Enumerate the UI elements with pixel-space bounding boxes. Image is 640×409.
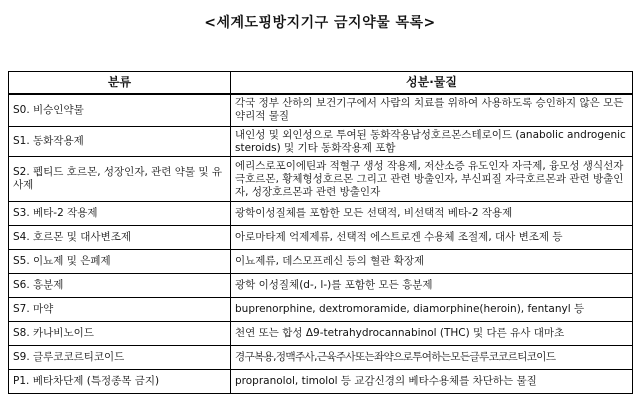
table-row [9, 370, 633, 394]
row-description: 내인성 및 외인성으로 투여된 동화작용남성호르몬스테로이드 (anabolic androgenic steroids) 및 기타 동화작용제 포함 [231, 127, 633, 157]
row-category: S1. 동화작용제 [9, 127, 231, 157]
table-row [9, 250, 633, 274]
table-header-row [9, 72, 633, 94]
row-category: S7. 마약 [9, 298, 231, 322]
row-description: 천연 또는 합성 Δ9-tetrahydrocannabinol (THC) 및 다른 유사 대마초 [231, 322, 633, 346]
table-row [9, 127, 633, 157]
row-description: buprenorphine, dextromoramide, diamorphine(heroin), fentanyl 등 [231, 298, 633, 322]
table-row [9, 157, 633, 202]
row-category: S8. 카나비노이드 [9, 322, 231, 346]
prohibited-substances-table [8, 71, 633, 394]
table-row [9, 322, 633, 346]
row-category: S4. 호르몬 및 대사변조제 [9, 226, 231, 250]
row-description: 각국 정부 산하의 보건기구에서 사람의 치료를 위하여 사용하도록 승인하지 않은 모든 약리적 물질 [231, 94, 633, 127]
row-category: S0. 비승인약물 [9, 94, 231, 127]
row-category: S6. 흥분제 [9, 274, 231, 298]
table-row [9, 274, 633, 298]
row-category: S9. 글루코코르티코이드 [9, 346, 231, 370]
table-row [9, 298, 633, 322]
row-description: 경구복용,정맥주사,근육주사또는좌약으로투여하는모든글루코코르티코이드 [231, 346, 633, 370]
row-description: 에리스로포이에틴과 적혈구 생성 작용제, 저산소증 유도인자 자극제, 융모성 생식선자극호르몬, 황체형성호르몬 그리고 관련 방출인자, 부신피질 자극호르몬과 관련 방출인자, 성장호르몬과 관련 방출인자 [231, 157, 633, 202]
row-description: 아로마타제 억제제류, 선택적 에스트로겐 수용체 조절제, 대사 변조제 등 [231, 226, 633, 250]
row-category: S3. 베타-2 작용제 [9, 202, 231, 226]
table-row [9, 346, 633, 370]
row-description: propranolol, timolol 등 교감신경의 베타수용체를 차단하는 물질 [231, 370, 633, 394]
table-row [9, 94, 633, 127]
row-category: P1. 베타차단제 (특정종목 금지) [9, 370, 231, 394]
column-header-category: 분류 [9, 72, 231, 94]
row-category: S5. 이뇨제 및 은폐제 [9, 250, 231, 274]
column-header-substance: 성분·물질 [231, 72, 633, 94]
table-row [9, 202, 633, 226]
row-description: 광학 이성질체(d-, l-)를 포함한 모든 흥분제 [231, 274, 633, 298]
row-category: S2. 펩티드 호르몬, 성장인자, 관련 약물 및 유사제 [9, 157, 231, 202]
row-description: 이뇨제류, 데스모프레신 등의 혈관 확장제 [231, 250, 633, 274]
row-description: 광학이성질체를 포함한 모든 선택적, 비선택적 베타-2 작용제 [231, 202, 633, 226]
page-title: <세계도핑방지기구 금지약물 목록> [204, 15, 436, 31]
table-row [9, 226, 633, 250]
